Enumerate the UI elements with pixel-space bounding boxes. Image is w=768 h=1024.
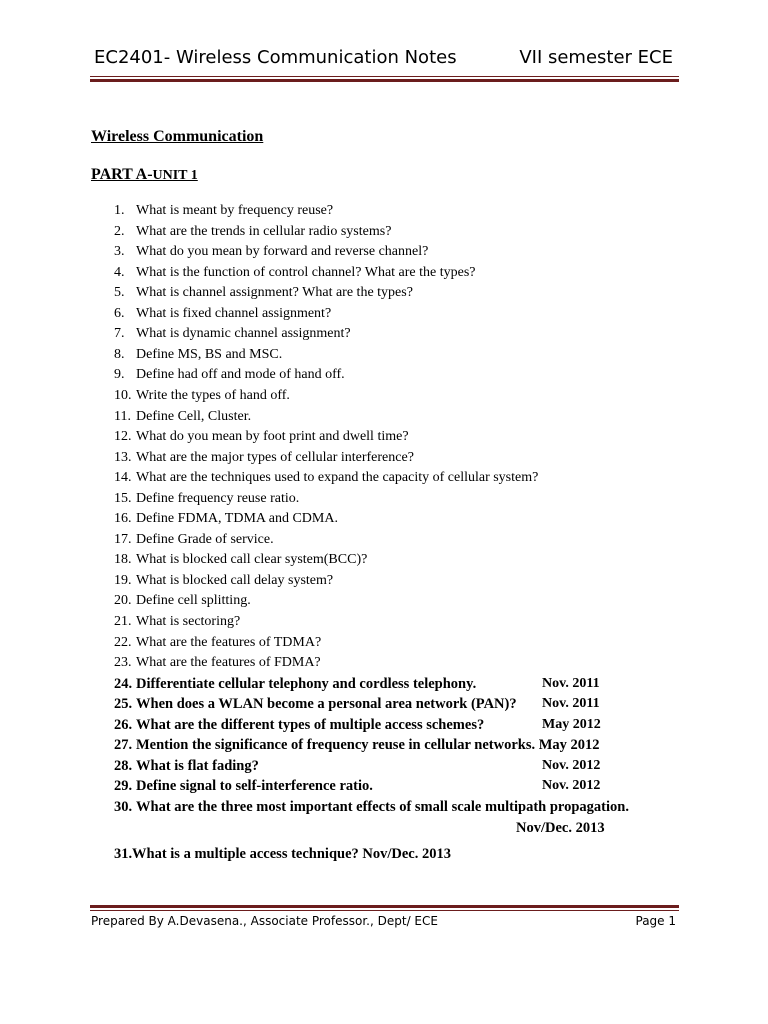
header-title: EC2401- Wireless Communication Notes bbox=[94, 47, 457, 68]
question-text: What are the trends in cellular radio systems? bbox=[136, 223, 392, 239]
question-number: 5. bbox=[114, 285, 125, 301]
question-number: 21. bbox=[114, 614, 132, 629]
footer-page-number: Page 1 bbox=[635, 914, 676, 928]
question-number: 1. bbox=[114, 203, 125, 218]
question-number: 12. bbox=[114, 429, 132, 445]
header-semester: VII semester ECE bbox=[519, 47, 673, 68]
question-number: 29. bbox=[114, 778, 133, 795]
question-number: 31. bbox=[114, 846, 133, 863]
question-number: 24. bbox=[114, 675, 133, 692]
part-label: PART A- bbox=[91, 166, 153, 183]
question-number: 28. bbox=[114, 757, 133, 774]
question-number: 10. bbox=[114, 387, 132, 403]
question-number: 11. bbox=[114, 408, 131, 424]
part-title bbox=[91, 166, 198, 184]
question-number: 15. bbox=[114, 490, 132, 506]
question-text: What is sectoring? bbox=[136, 614, 241, 629]
question-text: What is blocked call delay system? bbox=[136, 572, 334, 588]
question-number: 3. bbox=[114, 244, 125, 260]
header-rule-thick bbox=[90, 79, 679, 82]
question-text: Differentiate cellular telephony and cordless telephony. bbox=[136, 675, 477, 692]
question-text: When does a WLAN become a personal area network (PAN)? bbox=[136, 696, 517, 713]
question-text: What are the features of FDMA? bbox=[136, 655, 321, 671]
question-number: 27. bbox=[114, 737, 133, 754]
footer-rule-thick bbox=[90, 905, 679, 908]
question-number: 19. bbox=[114, 572, 132, 588]
question-number: 22. bbox=[114, 634, 132, 650]
question-text: What do you mean by forward and reverse channel? bbox=[136, 244, 429, 260]
question-text: What is blocked call clear system(BCC)? bbox=[136, 552, 368, 568]
question-text: What do you mean by foot print and dwell time? bbox=[136, 429, 409, 445]
question-number: 7. bbox=[114, 326, 125, 342]
question-text: Define MS, BS and MSC. bbox=[136, 346, 283, 362]
question-number: 17. bbox=[114, 531, 132, 547]
question-number: 26. bbox=[114, 716, 133, 733]
question-number: 25. bbox=[114, 696, 133, 713]
question-text: What is dynamic channel assignment? bbox=[136, 326, 351, 342]
question-text: What is a multiple access technique? Nov/Dec. 2013 bbox=[132, 846, 451, 863]
question-number: 20. bbox=[114, 593, 132, 609]
question-text: Define had off and mode of hand off. bbox=[136, 367, 345, 383]
question-text: Write the types of hand off. bbox=[136, 387, 290, 403]
question-text: What are the techniques used to expand the capacity of cellular system? bbox=[136, 470, 539, 486]
exam-date: Nov. 2012 bbox=[542, 757, 601, 773]
question-text: Define FDMA, TDMA and CDMA. bbox=[136, 511, 338, 527]
header-rule-thin bbox=[90, 76, 679, 77]
question-number: 9. bbox=[114, 367, 125, 383]
question-text: What are the three most important effects of small scale multipath propagation. bbox=[136, 798, 629, 815]
question-text: What is meant by frequency reuse? bbox=[136, 203, 334, 218]
question-text: Define signal to self-interference ratio. bbox=[136, 778, 373, 795]
question-number: 13. bbox=[114, 449, 132, 465]
question-text: Mention the significance of frequency reuse in cellular networks. May 2012 bbox=[136, 737, 600, 754]
question-number: 2. bbox=[114, 223, 125, 239]
question-text: What are the major types of cellular interference? bbox=[136, 449, 414, 465]
exam-date: Nov. 2011 bbox=[542, 696, 600, 712]
question-number: 6. bbox=[114, 305, 125, 321]
question-text: What are the different types of multiple access schemes? bbox=[136, 716, 485, 733]
question-text: What is flat fading? bbox=[136, 757, 259, 774]
footer-rule-thin bbox=[90, 910, 679, 911]
question-number: 4. bbox=[114, 264, 125, 280]
question-number: 14. bbox=[114, 470, 132, 486]
question-text: What is fixed channel assignment? bbox=[136, 305, 332, 321]
question-text: What is channel assignment? What are the types? bbox=[136, 285, 413, 301]
footer-author: Prepared By A.Devasena., Associate Professor., Dept/ ECE bbox=[91, 914, 438, 928]
exam-date: May 2012 bbox=[542, 716, 601, 732]
question-text: Define Cell, Cluster. bbox=[136, 408, 252, 424]
section-title: Wireless Communication bbox=[91, 128, 264, 145]
question-text: Define Grade of service. bbox=[136, 531, 274, 547]
question-number: 23. bbox=[114, 655, 132, 671]
question-text: What is the function of control channel? What are the types? bbox=[136, 264, 476, 280]
question-text: Nov/Dec. 2013 bbox=[516, 819, 605, 836]
question-text: Define frequency reuse ratio. bbox=[136, 490, 300, 506]
question-number: 16. bbox=[114, 511, 132, 527]
question-number: 30. bbox=[114, 798, 133, 815]
question-number: 18. bbox=[114, 552, 132, 568]
question-text: What are the features of TDMA? bbox=[136, 634, 322, 650]
part-unit: UNIT 1 bbox=[152, 168, 198, 183]
question-number: 8. bbox=[114, 346, 125, 362]
exam-date: Nov. 2012 bbox=[542, 778, 601, 794]
question-text: Define cell splitting. bbox=[136, 593, 251, 609]
exam-date: Nov. 2011 bbox=[542, 675, 600, 691]
